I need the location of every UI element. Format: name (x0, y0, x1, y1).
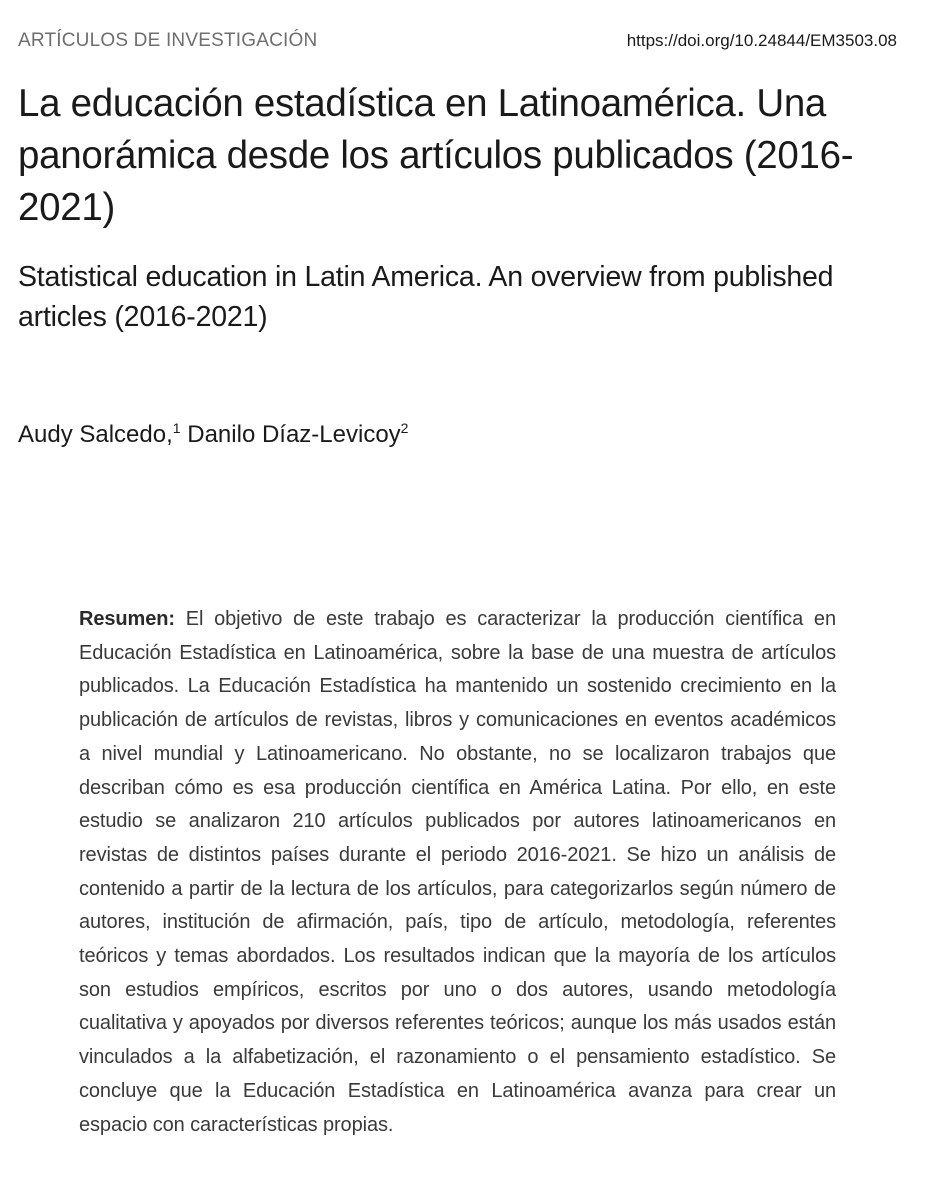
author-list (18, 421, 408, 449)
abstract (79, 603, 836, 1142)
author-affiliation-marker: 2 (400, 420, 409, 436)
abstract-label: Resumen: (79, 608, 175, 630)
doi-link[interactable]: https://doi.org/10.24844/EM3503.08 (626, 31, 897, 50)
article-title-english: Statistical education in Latin America. An overview from published articles (2016-2021) (18, 261, 834, 333)
author-name: Danilo Díaz-Levicoy (187, 421, 401, 448)
abstract-text: El objetivo de este trabajo es caracterizar la producción científica en Educación Estadística en Latinoamérica, sobre la base de una muestra de artículos publicados. La Educación Estadística ha mantenido un sostenido crecimiento en la publicación de artículos de revistas, libros y comunicaciones en eventos académicos a nivel mundial y Latinoamericano. No obstante, no se localizaron trabajos que describan cómo es esa producción científica en América Latina. Por ello, en este estudio se analizaron 210 artículos publicados por autores latinoamericanos en revistas de distintos países durante el periodo 2016-2021. Se hizo un análisis de contenido a partir de la lectura de los artículos, para categorizarlos según número de autores, institución de afirmación, país, tipo de artículo, metodología, referentes teóricos y temas abordados. Los resultados indican que la mayoría de los artículos son estudios empíricos, escritos por uno o dos autores, usando metodología cualitativa y apoyados por diversos referentes teóricos; aunque los más usados están vinculados a la alfabetización, el razonamiento o el pensamiento estadístico. Se concluye que la Educación Estadística en Latinoamérica avanza para crear un espacio con características propias. (79, 608, 836, 1136)
section-label: ARTÍCULOS DE INVESTIGACIÓN (18, 30, 318, 51)
author-affiliation-marker: 1 (172, 420, 181, 436)
author-name: Audy Salcedo, (18, 421, 173, 448)
article-title-spanish: La educación estadística en Latinoamérica. Una panorámica desde los artículos publicados (2016-2021) (18, 82, 854, 229)
